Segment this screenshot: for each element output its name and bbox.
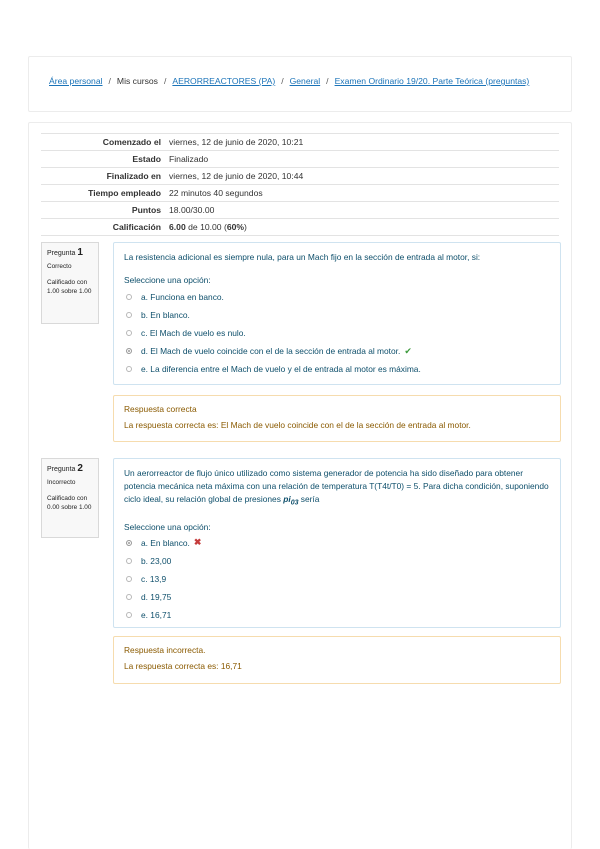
feedback-text: La respuesta correcta es: 16,71 [124, 661, 242, 671]
summary-label: Comenzado el [41, 134, 165, 151]
radio-button[interactable] [126, 576, 132, 582]
radio-button[interactable] [126, 312, 132, 318]
summary-value: viernes, 12 de junio de 2020, 10:21 [165, 134, 559, 151]
breadcrumb-separator: / [281, 76, 284, 86]
breadcrumb-link-exam[interactable]: Examen Ordinario 19/20. Parte Teórica (preguntas) [334, 76, 530, 86]
breadcrumb-link-area-personal[interactable]: Área personal [49, 76, 103, 86]
summary-label: Finalizado en [41, 168, 165, 185]
feedback-title: Respuesta incorrecta. [124, 645, 206, 655]
question-2-feedback [113, 636, 561, 684]
question-number [47, 247, 93, 258]
summary-row [41, 151, 559, 168]
question-text: La resistencia adicional es siempre nula, para un Mach fijo en la sección de entrada al motor, si: [124, 252, 481, 262]
pi-subscript: 03 [290, 499, 299, 507]
question-2-info [41, 458, 99, 538]
breadcrumb-link-course[interactable]: AERORREACTORES (PA) [172, 76, 276, 86]
question-number [47, 463, 93, 474]
summary-label: Estado [41, 151, 165, 168]
question-1-info [41, 242, 99, 324]
radio-button-selected[interactable] [126, 348, 132, 354]
feedback-text: La respuesta correcta es: El Mach de vuelo coincide con el de la sección de entrada al motor. [124, 420, 471, 430]
option-label: d. 19,75 [141, 591, 172, 602]
grade-close: ) [244, 222, 247, 232]
radio-button[interactable] [126, 366, 132, 372]
answer-option[interactable] [124, 360, 550, 378]
check-icon: ✔ [404, 345, 412, 356]
breadcrumb-mis-cursos: Mis cursos [116, 76, 158, 86]
breadcrumb-separator: / [108, 76, 111, 86]
answer-prompt: Seleccione una opción: [124, 521, 211, 532]
summary-value: viernes, 12 de junio de 2020, 10:44 [165, 168, 559, 185]
question-label: Pregunta [47, 466, 76, 473]
question-text-tail: sería [298, 494, 320, 504]
radio-button-selected[interactable] [126, 540, 132, 546]
answer-option[interactable] [124, 324, 550, 342]
option-label: c. El Mach de vuelo es nulo. [141, 328, 246, 338]
option-label: e. 16,71 [141, 609, 172, 620]
question-state: Correcto [47, 263, 72, 270]
attempt-summary-table [41, 133, 559, 236]
question-state: Incorrecto [47, 479, 76, 486]
summary-value: 22 minutos 40 segundos [165, 185, 559, 202]
answer-option[interactable] [124, 306, 550, 324]
question-grade: Calificado con 0.00 sobre 1.00 [47, 495, 92, 511]
breadcrumb [49, 76, 529, 86]
option-label: b. En blanco. [141, 310, 190, 320]
summary-label: Calificación [41, 219, 165, 236]
option-label: e. La diferencia entre el Mach de vuelo y el de entrada al motor es máxima. [141, 364, 421, 374]
summary-value: Finalizado [165, 151, 559, 168]
feedback-title: Respuesta correcta [124, 404, 197, 414]
grade-out-of: de 10.00 ( [185, 222, 227, 232]
breadcrumb-separator: / [163, 76, 167, 86]
answer-option[interactable] [124, 288, 550, 306]
summary-label: Tiempo empleado [41, 185, 165, 202]
option-label: d. El Mach de vuelo coincide con el de la sección de entrada al motor. [141, 346, 401, 356]
question-text [124, 467, 550, 510]
answer-option[interactable] [124, 606, 550, 624]
option-label: b. 23,00 [141, 555, 172, 566]
summary-row [41, 202, 559, 219]
summary-row [41, 168, 559, 185]
question-2-content [113, 458, 561, 628]
question-grade: Calificado con 1.00 sobre 1.00 [47, 279, 92, 295]
question-label: Pregunta [47, 250, 76, 257]
breadcrumb-link-general[interactable]: General [289, 76, 321, 86]
summary-value: 18.00/30.00 [165, 202, 559, 219]
question-number-value: 2 [77, 463, 83, 474]
pi-symbol: pi [283, 494, 291, 504]
question-number-value: 1 [77, 247, 83, 258]
cross-icon: ✖ [193, 537, 202, 548]
question-1-content [113, 242, 561, 385]
summary-row [41, 219, 559, 236]
radio-button[interactable] [126, 612, 132, 618]
answer-option[interactable] [124, 570, 550, 588]
grade-percent: 60% [226, 222, 245, 232]
summary-row [41, 185, 559, 202]
grade-score: 6.00 [169, 222, 186, 232]
radio-button[interactable] [126, 594, 132, 600]
breadcrumb-separator: / [326, 76, 329, 86]
answer-option-selected[interactable] [124, 342, 550, 360]
quiz-review-card [28, 122, 572, 849]
question-text-main: Un aerorreactor de flujo único utilizado como sistema generador de potencia ha sido diseñado para obtener potencia mecánica neta máxima con una relación de temperatura T(T4t/T0) = 5. Para dicha condición, suponiendo ciclo ideal, su relación global de presiones [124, 468, 549, 504]
question-1-feedback [113, 395, 561, 442]
radio-button[interactable] [126, 558, 132, 564]
answer-option-selected[interactable] [124, 534, 550, 552]
answer-options [124, 288, 550, 378]
summary-grade-value [165, 219, 559, 236]
option-label: a. Funciona en banco. [141, 292, 224, 302]
summary-label: Puntos [41, 202, 165, 219]
radio-button[interactable] [126, 294, 132, 300]
option-label: a. En blanco. [141, 537, 190, 548]
radio-button[interactable] [126, 330, 132, 336]
summary-row [41, 134, 559, 151]
answer-option[interactable] [124, 588, 550, 606]
answer-options [124, 534, 550, 624]
answer-prompt: Seleccione una opción: [124, 275, 211, 285]
option-label: c. 13,9 [141, 573, 167, 584]
breadcrumb-card [28, 56, 572, 112]
answer-option[interactable] [124, 552, 550, 570]
